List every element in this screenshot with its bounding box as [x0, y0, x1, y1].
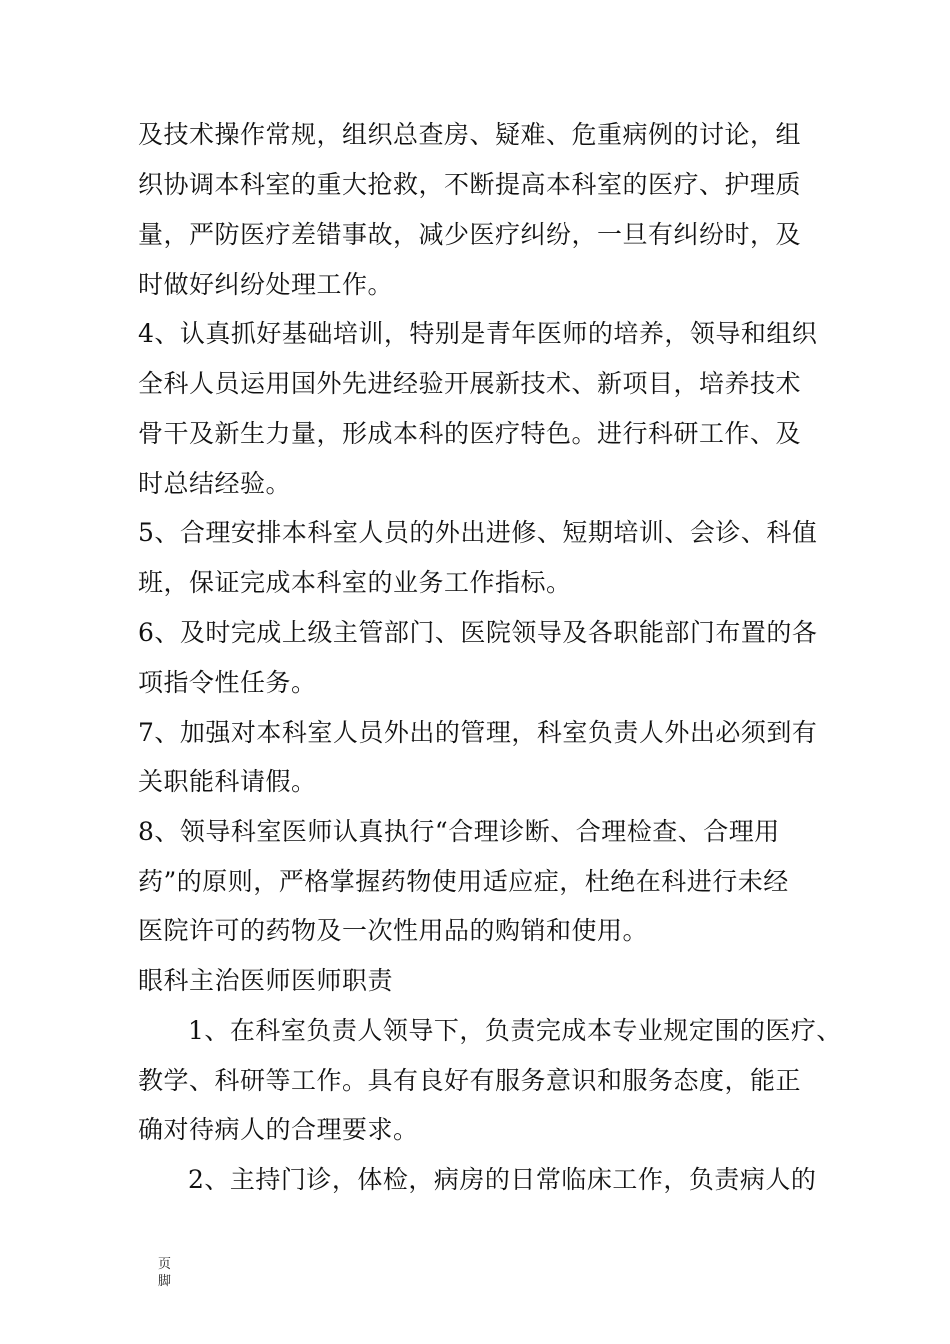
text-line-1: 及技术操作常规，组织总查房、疑难、危重病例的讨论，组 — [138, 120, 802, 149]
text-line-8: 时总结经验。 — [138, 469, 292, 498]
text-line-5: 4、认真抓好基础培训，特别是青年医师的培养，领导和组织 — [138, 319, 818, 348]
text-line-21: 确对待病人的合理要求。 — [138, 1115, 419, 1144]
text-line-13: 7、加强对本科室人员外出的管理，科室负责人外出必须到有 — [138, 718, 818, 747]
text-line-7: 骨干及新生力量，形成本科的医疗特色。进行科研工作、及 — [138, 419, 802, 448]
text-line-17: 医院许可的药物及一次性用品的购销和使用。 — [138, 916, 649, 945]
text-line-6: 全科人员运用国外先进经验开展新技术、新项目，培养技术 — [138, 369, 802, 398]
text-line-12: 项指令性任务。 — [138, 668, 317, 697]
text-line-10: 班，保证完成本科室的业务工作指标。 — [138, 568, 572, 597]
text-line-19: 1、在科室负责人领导下，负责完成本专业规定围的医疗、 — [188, 1016, 842, 1045]
text-line-20: 教学、科研等工作。具有良好有服务意识和服务态度，能正 — [138, 1066, 802, 1095]
text-line-11: 6、及时完成上级主管部门、医院领导及各职能部门布置的各 — [138, 618, 818, 647]
text-line-14: 关职能科请假。 — [138, 767, 317, 796]
text-line-2: 织协调本科室的重大抢救，不断提高本科室的医疗、护理质 — [138, 170, 802, 199]
text-line-9: 5、合理安排本科室人员的外出进修、短期培训、会诊、科值 — [138, 518, 818, 547]
page-footer: 页脚 — [158, 1257, 172, 1289]
text-line-16: 药”的原则，严格掌握药物使用适应症，杜绝在科进行未经 — [138, 867, 789, 896]
section-heading: 眼科主治医师医师职责 — [138, 966, 394, 995]
text-line-15: 8、领导科室医师认真执行“合理诊断、合理检查、合理用 — [138, 817, 780, 846]
text-line-4: 时做好纠纷处理工作。 — [138, 270, 394, 299]
text-line-3: 量，严防医疗差错事故，减少医疗纠纷，一旦有纠纷时，及 — [138, 220, 802, 249]
text-line-22: 2、主持门诊，体检，病房的日常临床工作，负责病人的 — [188, 1165, 817, 1194]
